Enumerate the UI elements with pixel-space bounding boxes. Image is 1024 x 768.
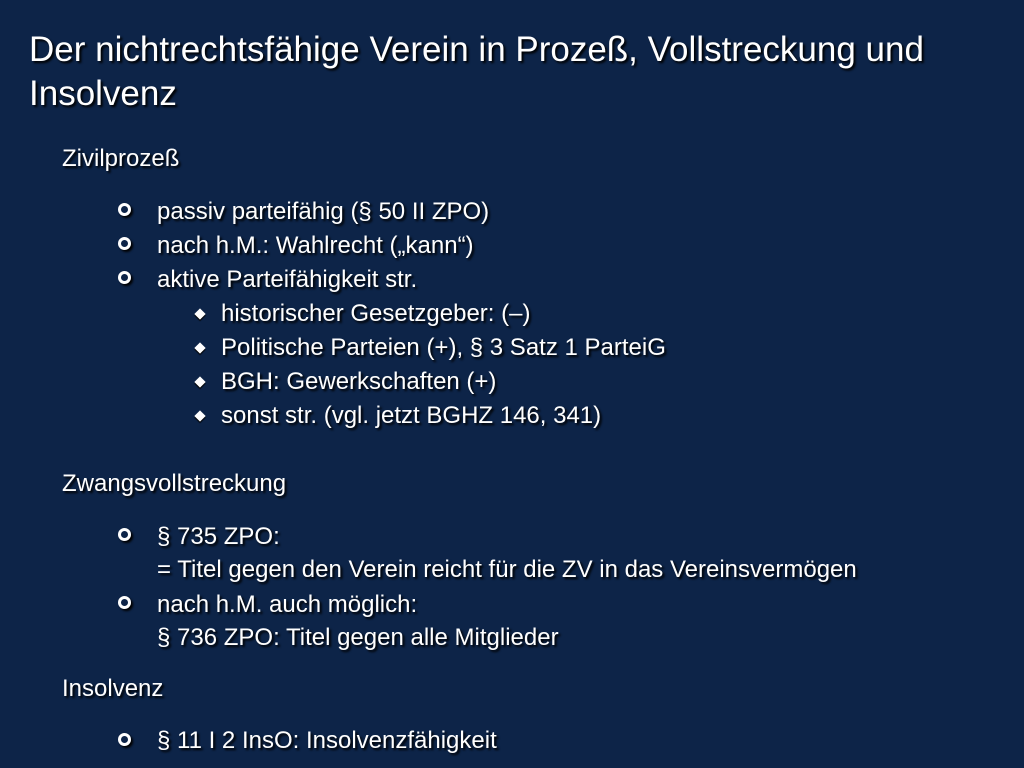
list-item: § 735 ZPO: bbox=[157, 523, 280, 550]
list-item-continuation: § 736 ZPO: Titel gegen alle Mitglieder bbox=[157, 624, 559, 651]
hollow-circle-icon bbox=[118, 271, 131, 284]
sub-list-item: sonst str. (vgl. jetzt BGHZ 146, 341) bbox=[221, 402, 602, 429]
hollow-circle-icon bbox=[118, 203, 131, 216]
hollow-circle-icon bbox=[118, 237, 131, 250]
diamond-icon bbox=[194, 342, 205, 353]
sub-list-item: BGH: Gewerkschaften (+) bbox=[221, 368, 497, 395]
diamond-icon bbox=[194, 308, 205, 319]
list-item-continuation: = Titel gegen den Verein reicht für die ZV in das Vereinsvermögen bbox=[157, 556, 857, 583]
list-item: aktive Parteifähigkeit str. bbox=[157, 266, 418, 293]
section-heading-zivilprozess: Zivilprozeß bbox=[62, 145, 180, 172]
diamond-icon bbox=[194, 376, 205, 387]
list-item: § 11 I 2 InsO: Insolvenzfähigkeit bbox=[157, 727, 497, 754]
section-heading-insolvenz: Insolvenz bbox=[62, 675, 164, 702]
slide-title: Der nichtrechtsfähige Verein in Prozeß, Vollstreckung und Insolvenz bbox=[29, 30, 924, 113]
section-heading-zwangsvollstreckung: Zwangsvollstreckung bbox=[62, 470, 287, 497]
hollow-circle-icon bbox=[118, 596, 131, 609]
list-item: nach h.M.: Wahlrecht („kann“) bbox=[157, 232, 474, 259]
diamond-icon bbox=[194, 410, 205, 421]
hollow-circle-icon bbox=[118, 733, 131, 746]
list-item: passiv parteifähig (§ 50 II ZPO) bbox=[157, 198, 490, 225]
list-item: nach h.M. auch möglich: bbox=[157, 591, 418, 618]
sub-list-item: Politische Parteien (+), § 3 Satz 1 ParteiG bbox=[221, 334, 666, 361]
sub-list-item: historischer Gesetzgeber: (–) bbox=[221, 300, 531, 327]
hollow-circle-icon bbox=[118, 528, 131, 541]
